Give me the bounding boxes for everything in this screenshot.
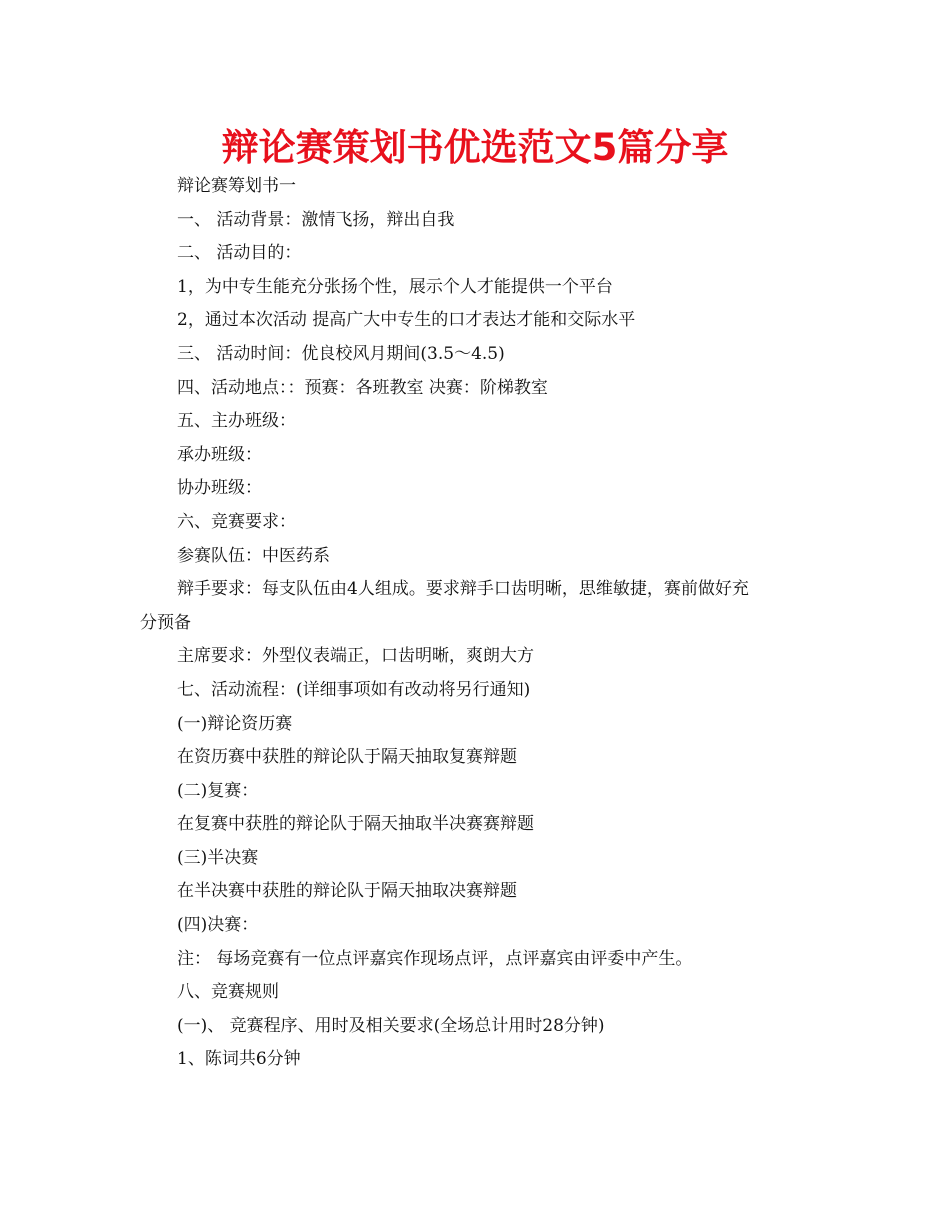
paragraph-line: 在复赛中获胜的辩论队于隔天抽取半决赛赛辩题 <box>177 814 534 835</box>
paragraph-line: 五、主办班级： <box>177 411 296 432</box>
paragraph-line: 一、 活动背景：激情飞扬，辩出自我 <box>177 209 455 230</box>
paragraph-line: (一)辩论资历赛 <box>177 713 293 734</box>
paragraph-line: 八、竞赛规则 <box>177 982 279 1003</box>
paragraph-line: 七、活动流程：(详细事项如有改动将另行通知) <box>177 679 531 700</box>
document-body <box>140 170 820 1077</box>
paragraph-line: 在半决赛中获胜的辩论队于隔天抽取决赛辩题 <box>177 881 517 902</box>
paragraph-line: 辩手要求：每支队伍由4人组成。要求辩手口齿明晰，思维敏捷，赛前做好充 <box>177 579 749 600</box>
paragraph-line: (四)决赛： <box>177 915 259 936</box>
paragraph-line: 参赛队伍：中医药系 <box>177 545 330 566</box>
paragraph-line: 四、活动地点：：预赛：各班教室 决赛：阶梯教室 <box>177 377 548 398</box>
paragraph-line: (三)半决赛 <box>177 847 259 868</box>
paragraph-line: 1、陈词共6分钟 <box>177 1049 301 1070</box>
paragraph-line: 2，通过本次活动 提高广大中专生的口才表达才能和交际水平 <box>177 310 636 331</box>
paragraph-line: (二)复赛： <box>177 780 259 801</box>
section-heading: 辩论赛筹划书一 <box>177 176 296 196</box>
paragraph-line: 主席要求：外型仪表端正，口齿明晰，爽朗大方 <box>177 646 534 667</box>
paragraph-line: 三、 活动时间：优良校风月期间(3.5～4.5) <box>177 343 505 364</box>
document-title: 辩论赛策划书优选范文5篇分享 <box>221 126 729 169</box>
paragraph-line: 承办班级： <box>177 444 262 465</box>
paragraph-line: 协办班级： <box>177 478 262 499</box>
paragraph-line: 1，为中专生能充分张扬个性，展示个人才能提供一个平台 <box>177 276 613 297</box>
paragraph-line-continuation: 分预备 <box>140 612 191 633</box>
paragraph-line: (一)、 竞赛程序、用时及相关要求(全场总计用时28分钟) <box>177 1015 605 1036</box>
paragraph-line: 二、 活动目的： <box>177 243 302 264</box>
paragraph-line: 在资历赛中获胜的辩论队于隔天抽取复赛辩题 <box>177 747 517 768</box>
paragraph-line: 六、竞赛要求： <box>177 511 296 532</box>
paragraph-line: 注： 每场竞赛有一位点评嘉宾作现场点评，点评嘉宾由评委中产生。 <box>177 948 693 969</box>
